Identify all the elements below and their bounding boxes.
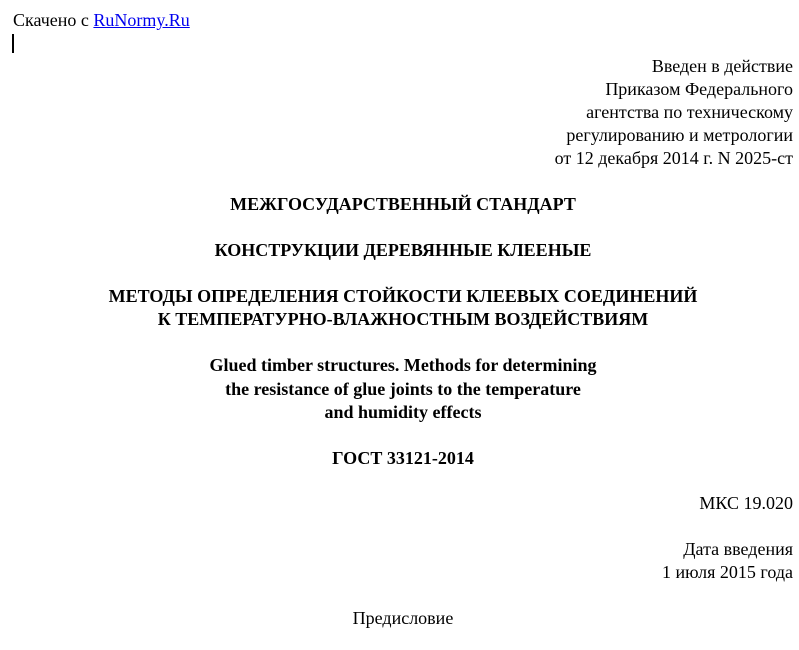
source-line — [13, 9, 190, 31]
approval-line: Введен в действие — [651, 56, 793, 76]
title-english-line: and humidity effects — [324, 402, 482, 422]
effective-date-block — [662, 538, 793, 584]
title-sub-line: МЕТОДЫ ОПРЕДЕЛЕНИЯ СТОЙКОСТИ КЛЕЕВЫХ СОЕДИНЕНИЙ — [108, 286, 698, 306]
preface-heading: Предисловие — [352, 608, 454, 628]
source-prefix: Скачено с — [13, 10, 94, 30]
mks-code: МКС 19.020 — [699, 493, 793, 513]
text-caret — [12, 34, 14, 53]
title-english — [0, 354, 799, 425]
title-sub — [0, 285, 799, 331]
standard-type: МЕЖГОСУДАРСТВЕННЫЙ СТАНДАРТ — [230, 194, 576, 214]
gost-number: ГОСТ 33121-2014 — [332, 448, 474, 468]
title-sub-line: К ТЕМПЕРАТУРНО-ВЛАЖНОСТНЫМ ВОЗДЕЙСТВИЯМ — [157, 309, 649, 329]
title-english-line: the resistance of glue joints to the temperature — [225, 378, 581, 399]
effective-date-label: Дата введения — [683, 539, 793, 559]
runormy-link[interactable]: RuNormy.Ru — [93, 10, 190, 30]
approval-line: агентства по техническому — [586, 102, 793, 122]
approval-line: Приказом Федерального — [605, 79, 793, 99]
title-main: КОНСТРУКЦИИ ДЕРЕВЯННЫЕ КЛЕЕНЫЕ — [214, 240, 592, 260]
approval-line: от 12 декабря 2014 г. N 2025-ст — [554, 148, 793, 168]
title-english-line: Glued timber structures. Methods for determining — [209, 355, 597, 375]
effective-date-value: 1 июля 2015 года — [662, 562, 793, 582]
approval-block — [555, 55, 793, 170]
approval-line: регулированию и метрологии — [566, 125, 793, 145]
